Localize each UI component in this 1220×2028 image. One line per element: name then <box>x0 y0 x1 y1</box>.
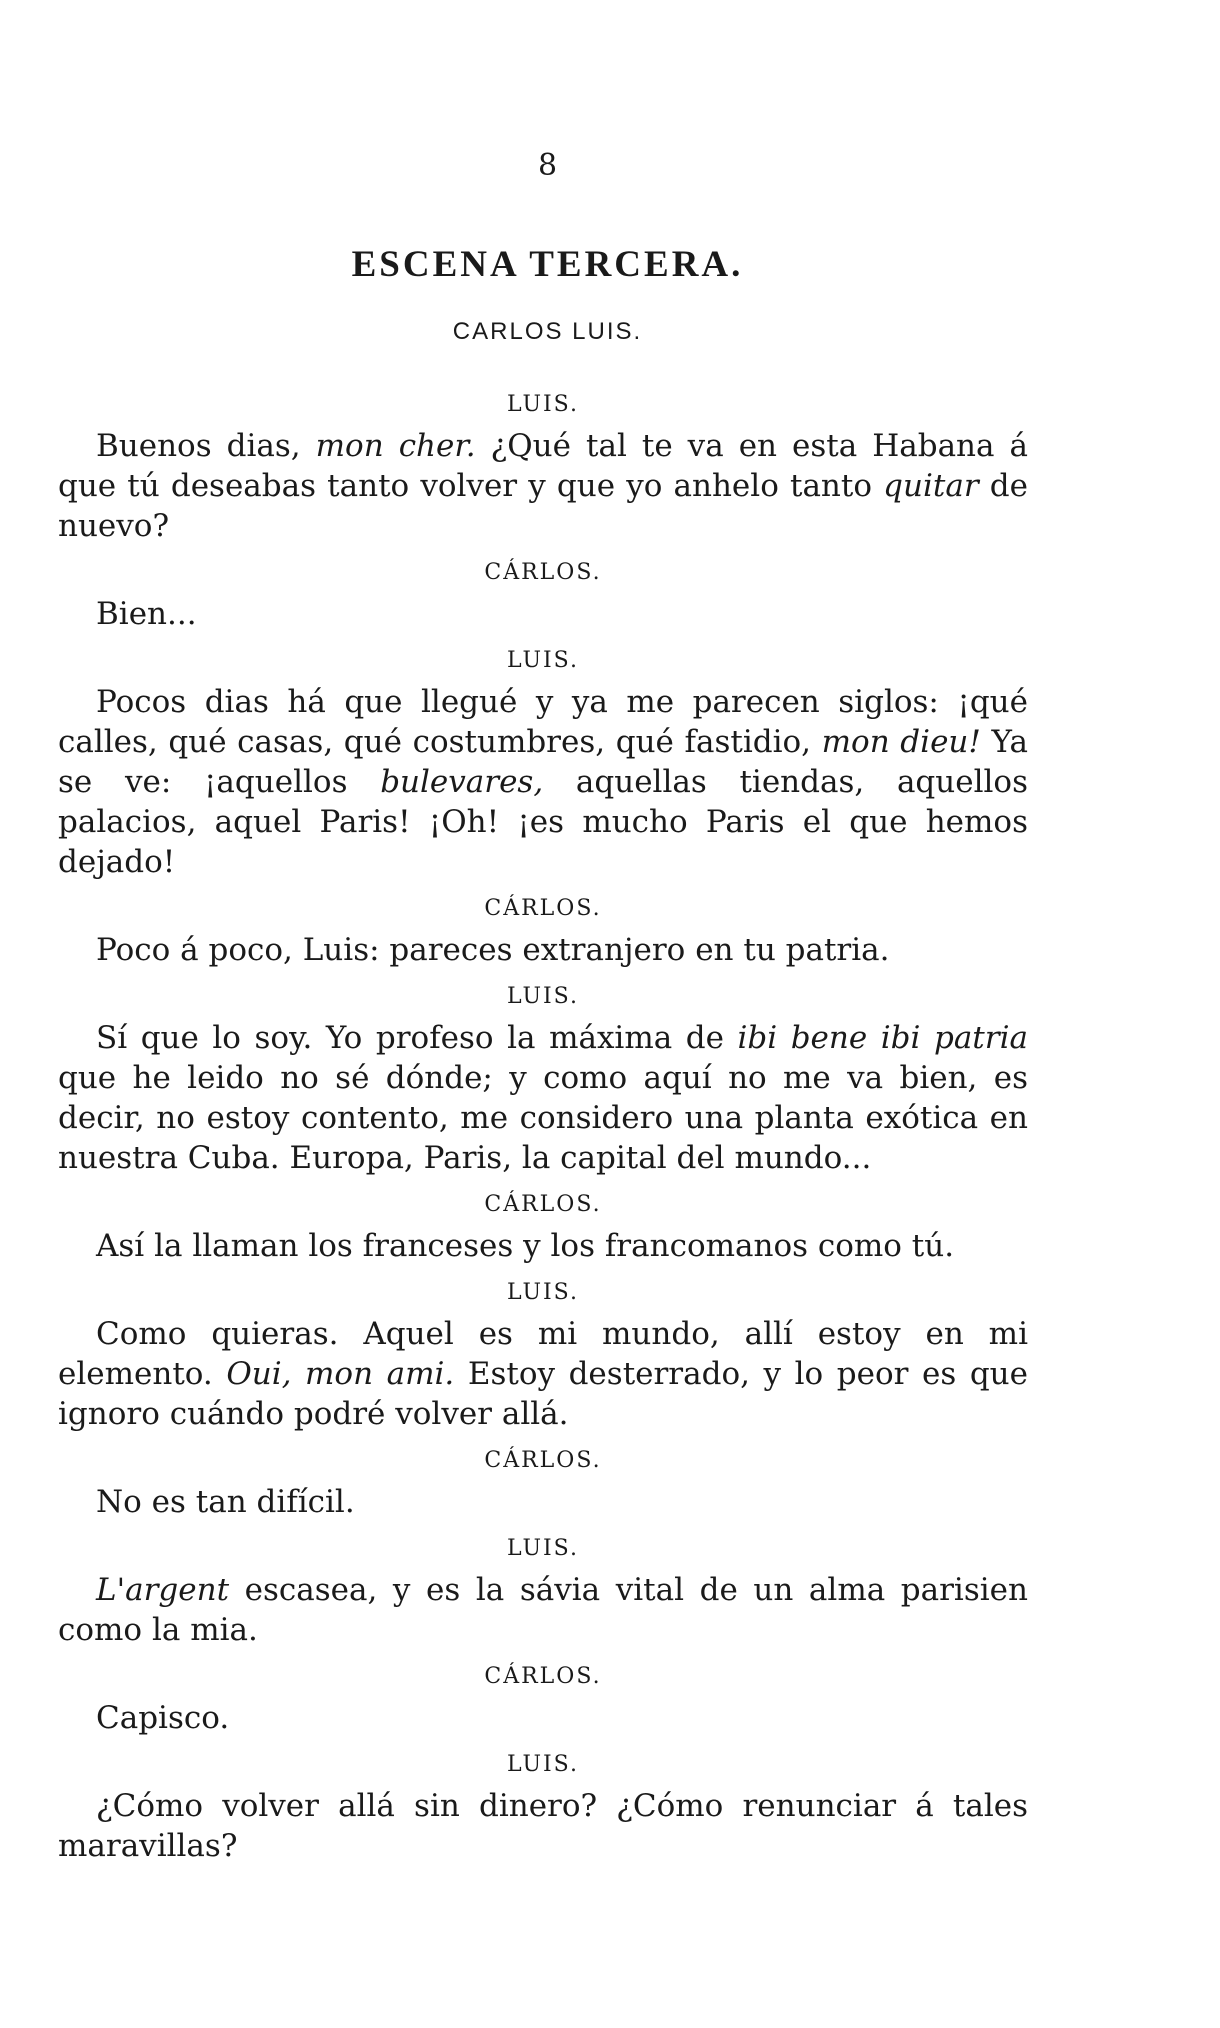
speech-fragment: ¿Qué tal te va en esta Habana á que tú deseabas tanto volver y que yo anhelo tanto <box>58 428 1028 504</box>
speech-text <box>58 1698 1028 1738</box>
speaker-label: LUIS. <box>507 1536 579 1561</box>
speaker-label: CÁRLOS. <box>484 1448 602 1473</box>
speech-fragment: Sí que lo soy. Yo profeso la máxima de <box>96 1020 738 1056</box>
speaker-label: LUIS. <box>507 1280 579 1305</box>
speaker-label: CÁRLOS. <box>484 1664 602 1689</box>
speech-fragment: Buenos dias, <box>96 428 316 464</box>
speech-text <box>58 1226 1028 1266</box>
italic-phrase: bulevares, <box>380 764 544 800</box>
speech-fragment: Así la llaman los franceses y los francomanos como tú. <box>96 1228 955 1264</box>
speech-fragment: de nuevo? <box>58 468 1028 544</box>
page-number: 8 <box>537 148 558 183</box>
speech-text <box>58 1570 1028 1650</box>
speech-text <box>58 1482 1028 1522</box>
speech-fragment: aquellas tiendas, aquellos palacios, aquel Paris! ¡Oh! ¡es mucho Paris el que hemos dejado! <box>58 764 1028 880</box>
speech-fragment: Estoy desterrado, y lo peor es que ignoro cuándo podré volver allá. <box>58 1356 1028 1432</box>
speech-fragment: que he leido no sé dónde; y como aquí no me va bien, es decir, no estoy contento, me considero una planta exótica en nuestra Cuba. Europa, Paris, la capital del mundo... <box>58 1060 1028 1176</box>
scene-title: ESCENA TERCERA. <box>351 244 744 285</box>
italic-phrase: Oui, mon ami. <box>226 1356 455 1392</box>
italic-phrase: mon dieu! <box>821 724 981 760</box>
speech-fragment: No es tan difícil. <box>96 1484 355 1520</box>
italic-phrase: mon cher. <box>315 428 476 464</box>
italic-phrase: L'argent <box>96 1572 230 1608</box>
speech-text <box>58 1786 1028 1866</box>
italic-phrase: quitar <box>883 468 979 504</box>
speech-fragment: Bien... <box>96 596 197 632</box>
italic-phrase: ibi bene ibi patria <box>737 1020 1028 1056</box>
speech-text <box>58 426 1028 546</box>
speaker-label: CÁRLOS. <box>484 560 602 585</box>
speech-fragment: Pocos dias há que llegué y ya me parecen siglos: ¡qué calles, qué casas, qué costumbres, qué fastidio, <box>58 684 1028 760</box>
speech-fragment: escasea, y es la sávia vital de un alma parisien como la mia. <box>58 1572 1028 1648</box>
speaker-label: CÁRLOS. <box>484 896 602 921</box>
speech-text <box>58 682 1028 882</box>
speaker-label: LUIS. <box>507 984 579 1009</box>
speaker-label: LUIS. <box>507 648 579 673</box>
speech-fragment: ¿Cómo volver allá sin dinero? ¿Cómo renunciar á tales maravillas? <box>58 1788 1028 1864</box>
speech-fragment: Como quieras. Aquel es mi mundo, allí estoy en mi elemento. <box>58 1316 1028 1392</box>
speech-text <box>58 594 1028 634</box>
speech-fragment: Ya se ve: ¡aquellos <box>58 724 1029 800</box>
speaker-label: LUIS. <box>507 1752 579 1777</box>
cast-list: CARLOS LUIS. <box>452 318 643 345</box>
speech-fragment: Poco á poco, Luis: pareces extranjero en tu patria. <box>96 932 890 968</box>
speech-fragment: Capisco. <box>96 1700 230 1736</box>
speech-text <box>58 930 1028 970</box>
speaker-label: LUIS. <box>507 392 579 417</box>
dialogue <box>58 384 1028 1872</box>
speech-text <box>58 1018 1028 1178</box>
speech-text <box>58 1314 1028 1434</box>
speaker-label: CÁRLOS. <box>484 1192 602 1217</box>
